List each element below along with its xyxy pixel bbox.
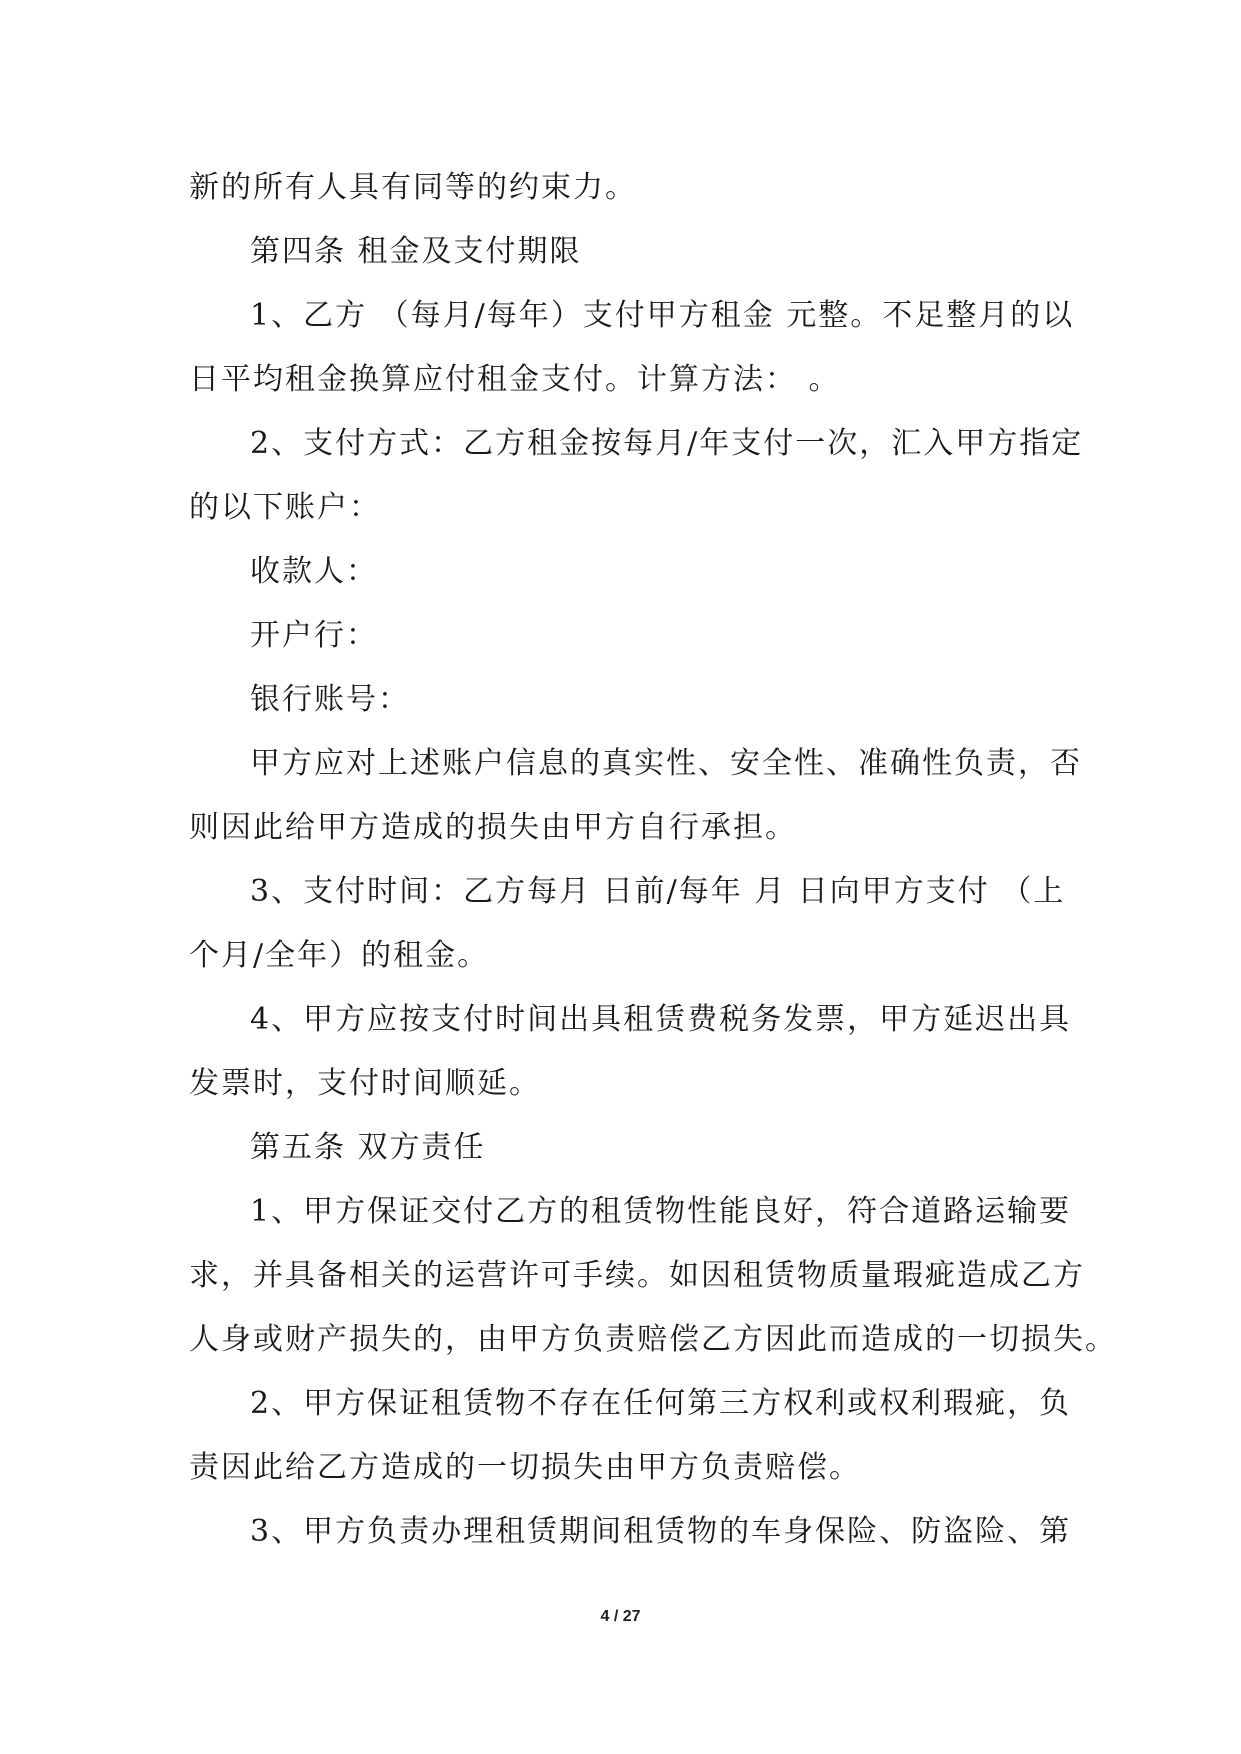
payee-label: 收款人： [250,554,378,589]
text-line: 责因此给乙方造成的一切损失由甲方负责赔偿。 [189,1450,861,1485]
article-heading: 第四条 租金及支付期限 [250,234,582,269]
text-line: 人身或财产损失的，由甲方负责赔偿乙方因此而造成的一切损失。 [189,1322,1117,1357]
text-line: 2、甲方保证租赁物不存在任何第三方权利或权利瑕疵，负 [250,1386,1072,1421]
text-line: 日平均租金换算应付租金支付。计算方法： 。 [189,362,841,397]
text-line: 个月/全年）的租金。 [189,938,490,973]
text-line: 新的所有人具有同等的约束力。 [189,170,637,205]
text-line: 4、甲方应按支付时间出具租赁费税务发票，甲方延迟出具 [250,1002,1072,1037]
text-line: 甲方应对上述账户信息的真实性、安全性、准确性负责，否 [250,746,1082,781]
text-line: 求，并具备相关的运营许可手续。如因租赁物质量瑕疵造成乙方 [189,1258,1085,1293]
page-number: 4 / 27 [600,1608,641,1625]
document-body [189,156,1117,1564]
text-line: 3、甲方负责办理租赁期间租赁物的车身保险、防盗险、第 [250,1514,1072,1549]
text-line: 1、甲方保证交付乙方的租赁物性能良好，符合道路运输要 [250,1194,1072,1229]
text-line: 3、支付时间：乙方每月 日前/每年 月 日向甲方支付 （上 [250,874,1066,909]
text-line: 则因此给甲方造成的损失由甲方自行承担。 [189,810,797,845]
account-number-label: 银行账号： [250,682,410,717]
bank-label: 开户行： [250,618,378,653]
article-heading: 第五条 双方责任 [250,1130,486,1165]
text-line: 1、乙方 （每月/每年）支付甲方租金 元整。不足整月的以 [250,298,1075,333]
text-line: 2、支付方式：乙方租金按每月/年支付一次，汇入甲方指定 [250,426,1084,461]
text-line: 的以下账户： [189,490,381,525]
text-line: 发票时，支付时间顺延。 [189,1066,541,1101]
